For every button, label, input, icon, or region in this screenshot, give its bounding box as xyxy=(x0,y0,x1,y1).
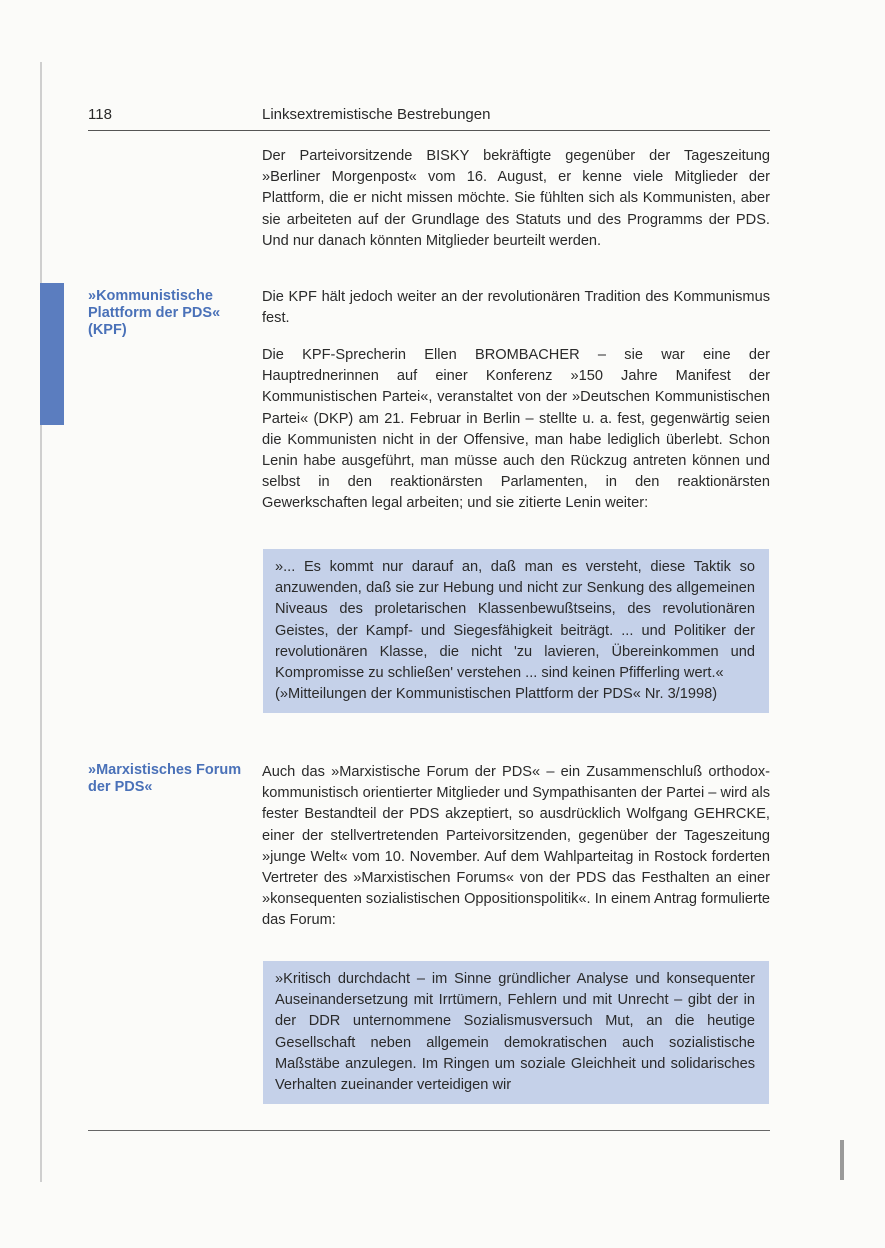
paragraph-bisky: Der Parteivorsitzende BISKY bekräftigte gegenüber der Tageszeitung »Berliner Morgenpost« vom 16. August, er kenne viele Mitglieder der Plattform, die er nicht missen möchte. Sie fühlten sich als Kommunisten, aber sie arbeiteten auf der Grundlage des Statuts und des Programms der PDS. Und nur danach könnten Mitglieder beurteilt werden. xyxy=(262,148,770,249)
paragraph-brombacher: Die KPF-Sprecherin Ellen BROMBACHER – sie war eine der Hauptrednerinnen auf einer Konferenz »150 Jahre Manifest der Kommunistischen Partei«, veranstaltet von der »Deutschen Kommunistischen Partei« (DKP) am 21. Februar in Berlin – stellte u. a. fest, gegenwärtig seien die Kommunisten nicht in der Offensive, man habe lediglich überlebt. Schon Lenin habe ausgeführt, man müsse auch den Rückzug antreten können und selbst in den reaktionärsten Parlamenten, in den reaktionärsten Gewerkschaften legal arbeiten; und sie zitierte Lenin weiter: xyxy=(262,347,770,512)
page-edge-mark xyxy=(840,1140,844,1180)
quote-lenin xyxy=(263,549,769,713)
paragraph-kpf-tradition: Die KPF hält jedoch weiter an der revolutionären Tradition des Kommunismus fest. xyxy=(262,289,770,327)
quote-lenin-source: (»Mitteilungen der Kommunistischen Plattform der PDS« Nr. 3/1998) xyxy=(275,686,718,703)
quote-forum-antrag xyxy=(263,961,769,1104)
footer-rule xyxy=(88,1130,770,1131)
quote-forum-text: »Kritisch durchdacht – im Sinne gründlicher Analyse und konsequenter Auseinandersetzung mit Irrtümern, Fehlern und mit Unrecht – gibt der in der DDR unternommene Sozialismusversuch Mut, an die heutige Gesellschaft neben allgemein demokratischen auch sozialistische Maßstäbe anzulegen. Im Ringen um soziale Gleichheit und solidarisches Verhalten zueinander verteidigen wir xyxy=(275,971,755,1094)
quote-lenin-text: »... Es kommt nur darauf an, daß man es versteht, diese Taktik so anzuwenden, daß sie zur Hebung und nicht zur Senkung des allgemeinen Niveaus des proletarischen Klassenbewußtseins, des revolutionären Geistes, der Kampf- und Siegesfähigkeit beiträgt. ... und Politiker der revolutionären Klasse, die nicht 'zu lavieren, Übereinkommen und Kompromisse zu schließen' verstehen ... sind keinen Pfifferling wert.« xyxy=(275,559,755,682)
page-edge-line xyxy=(40,62,42,1182)
page-number: 118 xyxy=(88,106,112,123)
page-header xyxy=(88,104,770,131)
section-marker-bar xyxy=(40,283,64,425)
paragraph-marxistisches-forum: Auch das »Marxistische Forum der PDS« – ein Zusammenschluß orthodox-kommunistisch orientierter Mitglieder und Sympathisanten der Partei – wird als fester Bestandteil der PDS akzeptiert, so ausdrücklich Wolfgang GEHRCKE, einer der stellvertretenden Parteivorsitzenden, gegenüber der Tageszeitung »junge Welt« vom 10. November. Auf dem Wahlparteitag in Rostock forderten Vertreter des »Marxistischen Forums« von der PDS das Festhalten an einer »konsequenten sozialistischen Oppositionspolitik«. In einem Antrag formulierte das Forum: xyxy=(262,764,770,929)
margin-note-kpf: »Kommunistische Plattform der PDS« (KPF) xyxy=(88,288,221,338)
margin-note-marxistisches-forum: »Marxistisches Forum der PDS« xyxy=(88,762,242,795)
running-title: Linksextremistische Bestrebungen xyxy=(262,106,491,123)
